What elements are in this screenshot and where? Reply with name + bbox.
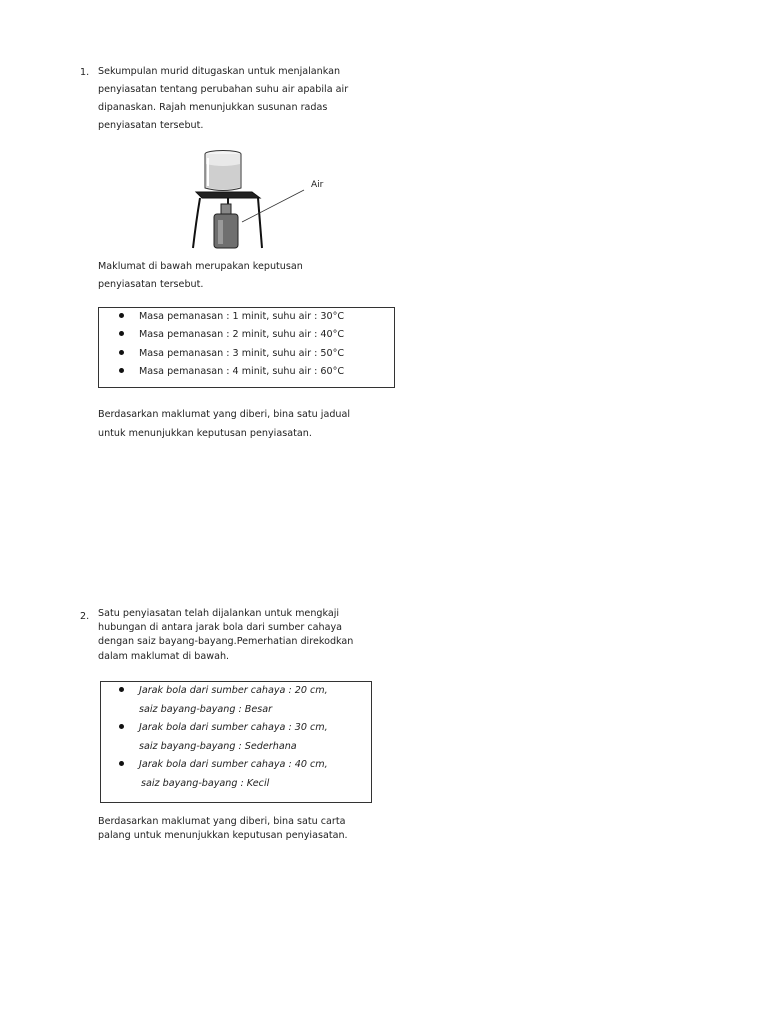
- question-2-number: 2.: [80, 611, 90, 622]
- q2-task-line-2: palang untuk menunjukkan keputusan penyiasatan.: [98, 830, 348, 841]
- list-item: Masa pemanasan : 3 minit, suhu air : 50°C: [119, 348, 344, 359]
- q2-intro-line-3: dengan saiz bayang-bayang.Pemerhatian direkodkan: [98, 636, 354, 647]
- q2-observations-box: [100, 681, 372, 803]
- q1-intro-line-3: dipanaskan. Rajah menunjukkan susunan radas: [98, 102, 328, 113]
- q1-results-box: [98, 307, 395, 388]
- bullet-icon: [119, 724, 124, 729]
- bullet-icon: [119, 350, 124, 355]
- apparatus-figure: [180, 142, 330, 254]
- question-1-number: 1.: [80, 67, 90, 78]
- q1-info-intro-line-1: Maklumat di bawah merupakan keputusan: [98, 261, 303, 272]
- list-item: Masa pemanasan : 2 minit, suhu air : 40°C: [119, 329, 344, 340]
- spirit-lamp: [214, 204, 238, 248]
- list-item: Jarak bola dari sumber cahaya : 30 cm,: [119, 722, 328, 733]
- bullet-icon: [119, 761, 124, 766]
- q2-task-line-1: Berdasarkan maklumat yang diberi, bina satu carta: [98, 816, 346, 827]
- q1-info-intro-line-2: penyiasatan tersebut.: [98, 279, 204, 290]
- figure-label-air: Air: [311, 180, 324, 190]
- bullet-icon: [119, 313, 124, 318]
- beaker: [205, 151, 241, 191]
- q2-intro-line-2: hubungan di antara jarak bola dari sumber cahaya: [98, 622, 343, 633]
- q2-intro-line-4: dalam maklumat di bawah.: [98, 651, 230, 662]
- list-item: Jarak bola dari sumber cahaya : 20 cm,: [119, 685, 328, 696]
- q1-intro-line-2: penyiasatan tentang perubahan suhu air apabila air: [98, 84, 349, 95]
- q2-intro-line-1: Satu penyiasatan telah dijalankan untuk mengkaji: [98, 608, 340, 619]
- q1-task-line-1: Berdasarkan maklumat yang diberi, bina satu jadual: [98, 409, 351, 420]
- q1-intro-line-4: penyiasatan tersebut.: [98, 120, 204, 131]
- bullet-icon: [119, 331, 124, 336]
- list-item-detail: saiz bayang-bayang : Sederhana: [139, 741, 297, 752]
- q1-intro-line-1: Sekumpulan murid ditugaskan untuk menjalankan: [98, 66, 341, 77]
- list-item-detail: saiz bayang-bayang : Kecil: [141, 778, 270, 789]
- bullet-icon: [119, 687, 124, 692]
- bullet-icon: [119, 368, 124, 373]
- list-item-detail: saiz bayang-bayang : Besar: [139, 704, 273, 715]
- list-item: Jarak bola dari sumber cahaya : 40 cm,: [119, 759, 328, 770]
- q1-task-line-2: untuk menunjukkan keputusan penyiasatan.: [98, 428, 312, 439]
- list-item: Masa pemanasan : 1 minit, suhu air : 30°C: [119, 311, 344, 322]
- list-item: Masa pemanasan : 4 minit, suhu air : 60°C: [119, 366, 344, 377]
